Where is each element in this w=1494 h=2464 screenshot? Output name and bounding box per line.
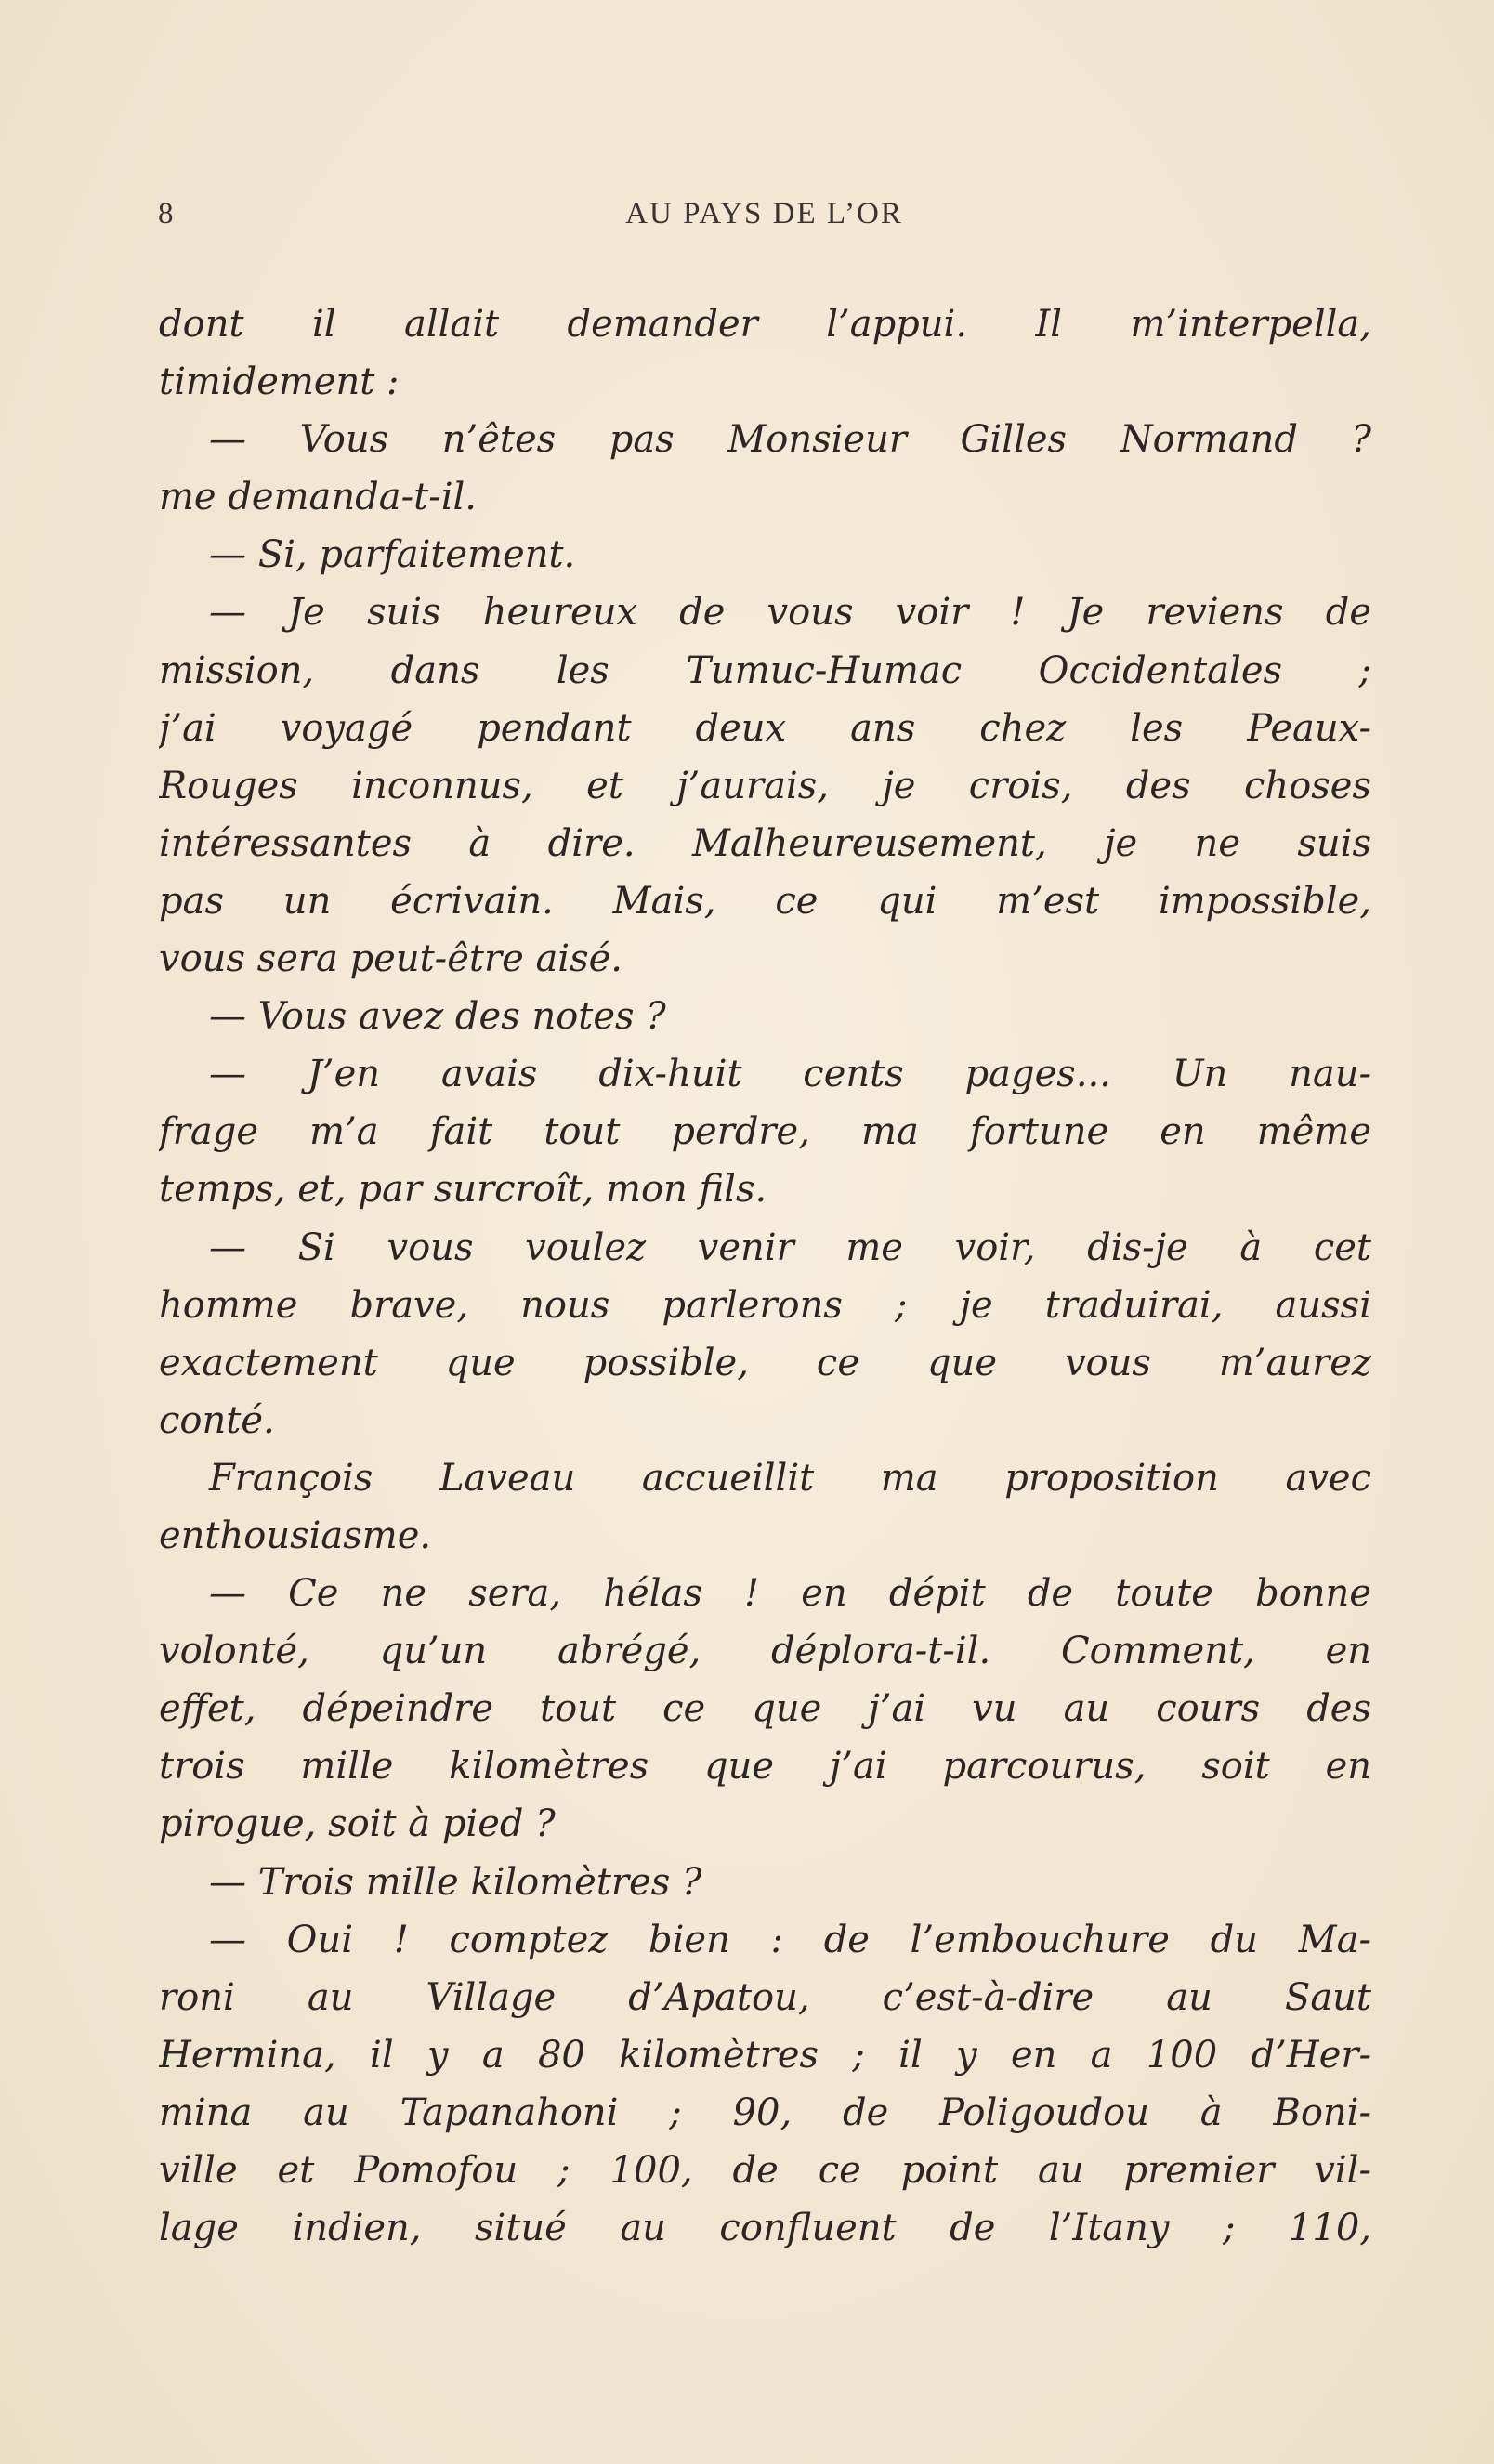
text-line: lage indien, situé au confluent de l’Itany ; 110,	[159, 2207, 1371, 2250]
text-line: — Vous n’êtes pas Monsieur Gilles Normand ?	[209, 418, 1371, 462]
book-title: AU PAYS DE L’OR	[625, 197, 903, 230]
text-line: — Ce ne sera, hélas ! en dépit de toute bonne	[209, 1572, 1371, 1616]
text-line: mina au Tapanahoni ; 90, de Poligoudou à Boni-	[159, 2090, 1371, 2134]
text-line: vous sera peut-être aisé.	[159, 937, 623, 981]
text-line: — Oui ! comptez bien : de l’embouchure du Ma-	[209, 1918, 1371, 1961]
text-line: roni au Village d’Apatou, c’est-à-dire au Saut	[159, 1975, 1371, 2019]
text-line: conté.	[159, 1398, 275, 1442]
text-line: j’ai voyagé pendant deux ans chez les Peaux-	[159, 706, 1371, 750]
text-line: homme brave, nous parlerons ; je traduirai, aussi	[159, 1283, 1371, 1327]
text-line: enthousiasme.	[159, 1514, 432, 1557]
text-line: mission, dans les Tumuc-Humac Occidentales ;	[159, 649, 1371, 692]
text-line: trois mille kilomètres que j’ai parcourus, soit en	[159, 1745, 1371, 1789]
text-line: exactement que possible, ce que vous m’aurez	[159, 1341, 1371, 1384]
text-line: — J’en avais dix-huit cents pages... Un nau-	[209, 1053, 1371, 1096]
text-line: timidement :	[159, 360, 400, 404]
body-text	[159, 295, 1371, 2257]
page-number: 8	[158, 197, 176, 230]
text-line: — Si vous voulez venir me voir, dis-je à cet	[209, 1225, 1371, 1269]
text-line: François Laveau accueillit ma proposition avec	[209, 1456, 1371, 1500]
text-line: Hermina, il y a 80 kilomètres ; il y en a 100 d’Her-	[159, 2033, 1371, 2077]
text-line: volonté, qu’un abrégé, déplora-t-il. Comment, en	[159, 1630, 1371, 1673]
text-line: — Vous avez des notes ?	[209, 995, 666, 1039]
text-line: intéressantes à dire. Malheureusement, je ne suis	[159, 821, 1371, 865]
text-line: temps, et, par surcroît, mon fils.	[159, 1168, 767, 1212]
text-line: pirogue, soit à pied ?	[159, 1802, 556, 1846]
text-line: ville et Pomofou ; 100, de ce point au premier vil-	[159, 2149, 1371, 2192]
text-line: — Je suis heureux de vous voir ! Je reviens de	[209, 591, 1371, 635]
text-line: dont il allait demander l’appui. Il m’interpella,	[159, 303, 1371, 346]
text-line: frage m’a fait tout perdre, ma fortune en même	[159, 1110, 1371, 1154]
text-line: me demanda-t-il.	[159, 476, 477, 519]
text-line: Rouges inconnus, et j’aurais, je crois, des choses	[159, 764, 1371, 807]
text-line: effet, dépeindre tout ce que j’ai vu au cours des	[159, 1687, 1371, 1731]
text-line: — Trois mille kilomètres ?	[209, 1860, 702, 1904]
running-head	[158, 197, 1370, 243]
text-line: — Si, parfaitement.	[209, 533, 576, 577]
text-line: pas un écrivain. Mais, ce qui m’est impossible,	[159, 879, 1371, 923]
